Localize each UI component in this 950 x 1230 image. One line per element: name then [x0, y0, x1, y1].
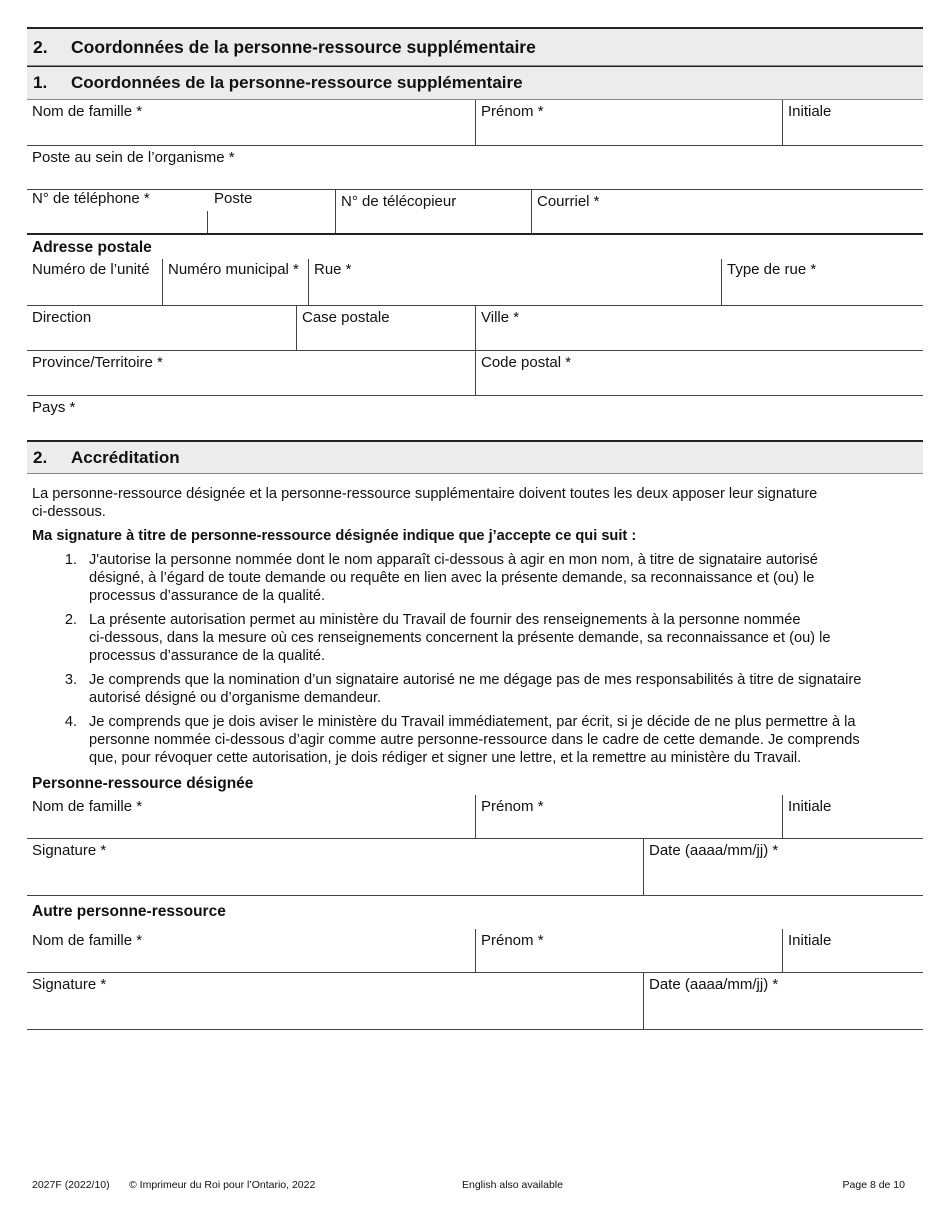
address-heading: Adresse postale [32, 239, 152, 256]
list-item [27, 671, 923, 707]
city-field[interactable] [475, 306, 923, 350]
designated-last-name-field[interactable] [27, 795, 475, 838]
accreditation-intro [27, 485, 923, 521]
phone-group [27, 190, 335, 233]
designated-signature-field[interactable] [27, 839, 643, 895]
subsection-title: Coordonnées de la personne-ressource supplémentaire [71, 73, 523, 92]
province-label: Province/Territoire * [32, 354, 163, 371]
accreditation-number: 2. [33, 447, 48, 467]
subsection-number: 1. [33, 73, 48, 92]
first-name-label: Prénom * [481, 103, 544, 120]
english-available: English also available [462, 1179, 563, 1191]
street-type-label: Type de rue * [727, 261, 817, 278]
designated-signature-row [27, 839, 923, 896]
intro-line-1: La personne-ressource désignée et la personne-ressource supplémentaire doivent toutes les deux apposer leur signature [32, 486, 818, 502]
first-name-label: Prénom * [481, 932, 544, 949]
email-field[interactable] [531, 190, 923, 233]
accreditation-title: Accréditation [71, 447, 180, 467]
position-row [27, 146, 923, 190]
ext-field[interactable] [208, 190, 335, 233]
direction-label: Direction [32, 309, 92, 326]
page-footer [32, 1179, 905, 1193]
page-number: Page 8 de 10 [842, 1179, 905, 1191]
other-heading: Autre personne-ressource [32, 903, 226, 920]
street-number-field[interactable] [162, 259, 308, 305]
other-name-row [27, 929, 923, 973]
item-line: personne nommée ci-dessous d’agir comme autre personne-ressource dans le cadre de cette demande. Je comprends [89, 732, 860, 748]
street-type-field[interactable] [721, 259, 923, 305]
item-number: 4. [64, 714, 77, 730]
first-name-field[interactable] [475, 100, 782, 145]
item-number: 2. [64, 612, 77, 628]
item-line: La présente autorisation permet au ministère du Travail de fournir des renseignements à la personne nommée [89, 612, 801, 628]
postal-code-field[interactable] [475, 351, 923, 395]
other-last-name-field[interactable] [27, 929, 475, 972]
first-name-label: Prénom * [481, 798, 544, 815]
other-signature-row [27, 973, 923, 1030]
designated-date-field[interactable] [643, 839, 923, 895]
list-item [27, 551, 923, 605]
section-title: Coordonnées de la personne-ressource supplémentaire [71, 36, 536, 57]
designated-initial-field[interactable] [782, 795, 923, 838]
item-line: J'autorise la personne nommée dont le nom apparaît ci-dessous à agir en mon nom, à titre de signataire autorisé [89, 552, 818, 568]
signature-label: Signature * [32, 976, 107, 993]
list-item [27, 611, 923, 665]
street-number-label: Numéro municipal * [168, 261, 299, 278]
fax-label: N° de télécopieur [341, 193, 457, 210]
contact-name-row [27, 100, 923, 146]
phone-row [27, 190, 923, 235]
item-text [89, 671, 923, 707]
item-line: processus d’assurance de la qualité. [89, 648, 326, 664]
item-line: autorisé désigné ou d’organisme demandeur. [89, 690, 382, 706]
accreditation-statement: Ma signature à titre de personne-ressource désignée indique que j’accepte ce qui suit : [32, 528, 637, 544]
list-item [27, 713, 923, 767]
other-signature-field[interactable] [27, 973, 643, 1029]
initial-label: Initiale [788, 932, 832, 949]
phone-label: N° de téléphone * [32, 190, 150, 207]
unit-label: Numéro de l’unité [32, 261, 150, 278]
position-field[interactable] [27, 146, 923, 189]
signature-label: Signature * [32, 842, 107, 859]
date-label: Date (aaaa/mm/jj) * [649, 976, 779, 993]
designated-heading: Personne-ressource désignée [32, 775, 254, 792]
country-field[interactable] [27, 396, 923, 440]
contact-subsection-header [27, 66, 923, 100]
date-label: Date (aaaa/mm/jj) * [649, 842, 779, 859]
designated-first-name-field[interactable] [475, 795, 782, 838]
item-line: ci-dessous, dans la mesure où ces renseignements concernent la présente demande, sa reconnaissance et (ou) le [89, 630, 831, 646]
direction-field[interactable] [27, 306, 296, 350]
phone-field[interactable] [27, 190, 207, 233]
po-box-label: Case postale [302, 309, 390, 326]
form-id: 2027F (2022/10) [32, 1179, 110, 1191]
unit-field[interactable] [27, 259, 162, 305]
item-number: 1. [64, 552, 77, 568]
initial-field[interactable] [782, 100, 923, 145]
postal-code-label: Code postal * [481, 354, 572, 371]
item-line: que, pour révoquer cette autorisation, je dois rédiger et signer une lettre, et la remettre au ministère du Travail. [89, 750, 802, 766]
section-number: 2. [33, 36, 48, 57]
email-label: Courriel * [537, 193, 600, 210]
po-box-field[interactable] [296, 306, 475, 350]
street-field[interactable] [308, 259, 721, 305]
city-label: Ville * [481, 309, 520, 326]
copyright: © Imprimeur du Roi pour l’Ontario, 2022 [129, 1179, 316, 1191]
ext-label: Poste [214, 190, 253, 207]
position-label: Poste au sein de l’organisme * [32, 149, 235, 166]
address-row-3 [27, 351, 923, 396]
intro-line-2: ci-dessous. [32, 504, 106, 520]
terms-list [27, 551, 923, 767]
item-line: Je comprends que je dois aviser le ministère du Travail immédiatement, par écrit, si je décide de ne plus permettre à la [89, 714, 856, 730]
address-row-4 [27, 396, 923, 440]
item-text [89, 713, 923, 767]
last-name-label: Nom de famille * [32, 798, 143, 815]
last-name-field[interactable] [27, 100, 475, 145]
item-line: Je comprends que la nomination d’un signataire autorisé ne me dégage pas de mes responsabilités à titre de signataire [89, 672, 862, 688]
initial-label: Initiale [788, 798, 832, 815]
item-text [89, 551, 923, 605]
item-text [89, 611, 923, 665]
accreditation-header [27, 440, 923, 474]
item-line: processus d’assurance de la qualité. [89, 588, 326, 604]
street-label: Rue * [314, 261, 352, 278]
fax-field[interactable] [335, 190, 531, 233]
initial-label: Initiale [788, 103, 832, 120]
other-first-name-field[interactable] [475, 929, 782, 972]
other-date-field[interactable] [643, 973, 923, 1029]
form-page [27, 27, 923, 1030]
item-line: désigné, à l’égard de toute demande ou requête en lien avec la présente demande, sa reconnaissance et (ou) le [89, 570, 815, 586]
country-label: Pays * [32, 399, 76, 416]
address-row-1 [27, 259, 923, 306]
item-number: 3. [64, 672, 77, 688]
last-name-label: Nom de famille * [32, 932, 143, 949]
designated-name-row [27, 795, 923, 839]
last-name-label: Nom de famille * [32, 103, 143, 120]
address-row-2 [27, 306, 923, 351]
section-header [27, 27, 923, 66]
other-initial-field[interactable] [782, 929, 923, 972]
province-field[interactable] [27, 351, 475, 395]
